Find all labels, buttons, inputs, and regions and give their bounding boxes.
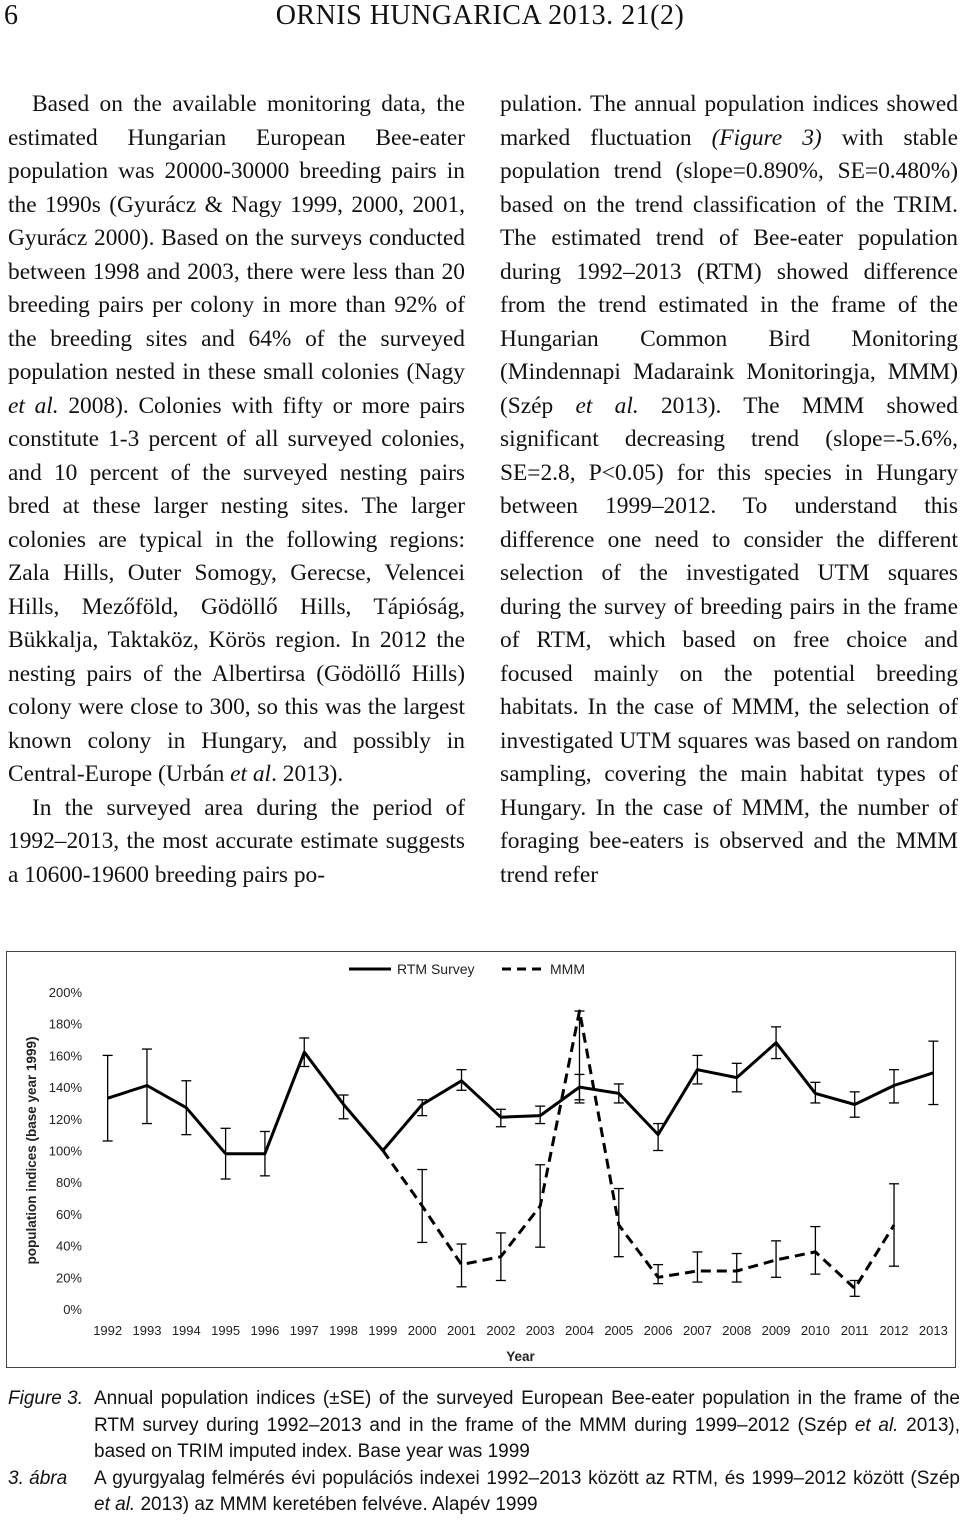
caption-hungarian-label: 3. ábra xyxy=(8,1467,68,1489)
page-number: 6 xyxy=(4,0,18,31)
x-tick-label: 1995 xyxy=(211,1323,241,1338)
caption-english: Figure 3. Annual population indices (±SE) of the surveyed European Bee-eater population in the frame of the RTM survey during 1992–2013 and in the frame of the MMM during 1999–2012 (Szép et al. 2013), based on TRIM imputed index. Base year was 1999 xyxy=(8,1388,960,1462)
x-tick-label: 2011 xyxy=(840,1323,869,1338)
x-tick-label: 2006 xyxy=(643,1323,673,1338)
x-tick-label: 1996 xyxy=(250,1323,280,1338)
figure-3-chart xyxy=(6,951,956,1368)
x-tick-label: 1999 xyxy=(368,1323,398,1338)
x-tick-label: 2007 xyxy=(682,1323,712,1338)
x-tick-label: 2003 xyxy=(525,1323,555,1338)
y-tick-label: 140% xyxy=(48,1080,82,1096)
y-axis-label: population indices (base year 1999) xyxy=(24,1036,39,1265)
legend-label-1: RTM Survey xyxy=(397,961,475,977)
x-tick-label: 2012 xyxy=(879,1323,909,1338)
caption-english-label: Figure 3. xyxy=(8,1388,83,1409)
x-tick-label: 2000 xyxy=(407,1323,437,1338)
left-column xyxy=(8,88,465,892)
x-tick-label: 2002 xyxy=(486,1323,516,1338)
y-tick-label: 200% xyxy=(48,985,82,1000)
y-tick-label: 20% xyxy=(55,1270,82,1286)
legend-label-2: MMM xyxy=(550,961,585,977)
x-axis-label: Year xyxy=(506,1349,535,1364)
y-tick-label: 120% xyxy=(48,1111,82,1127)
chart-svg xyxy=(7,952,955,1367)
right-paragraph: pulation. The annual population indices showed marked fluctuation (Figure 3) with stable population trend (slope=0.890%, SE=0.480%) based on the trend classification of the TRIM. The estimated trend of Bee-eater population during 1992–2013 (RTM) showed difference from the trend estimated in the frame of the Hungarian Common Bird Monitoring (Mindennapi Madaraink Monitoringja, MMM) (Szép et al. 2013). The MMM showed significant decreasing trend (slope=-5.6%, SE=2.8, P<0.05) for this species in Hungary between 1999–2012. To understand this difference one need to consider the different selection of the investigated UTM squares during the survey of breeding pairs in the frame of RTM, which based on free choice and focused mainly on the potential breeding habitats. In the case of MMM, the selection of investigated UTM squares was based on random sampling, covering the main habitat types of Hungary. In the case of MMM, the number of foraging bee-eaters is observed and the MMM trend refer xyxy=(500,91,958,888)
y-tick-label: 100% xyxy=(48,1143,82,1159)
x-tick-label: 2009 xyxy=(761,1323,791,1338)
y-tick-label: 160% xyxy=(48,1048,82,1064)
right-column xyxy=(500,88,958,892)
figure-caption xyxy=(8,1386,960,1519)
page-header xyxy=(0,0,960,40)
x-tick-label: 2004 xyxy=(565,1323,594,1338)
caption-hungarian: 3. ábra A gyurgyalag felmérés évi populációs indexei 1992–2013 között az RTM, és 1999–2012 között (Szép et al. 2013) az MMM keretében felvéve. Alapév 1999 xyxy=(8,1467,960,1515)
journal-title: ORNIS HUNGARICA 2013. 21(2) xyxy=(275,0,685,31)
x-tick-label: 2008 xyxy=(722,1323,752,1338)
x-tick-label: 1994 xyxy=(171,1323,201,1338)
y-tick-label: 60% xyxy=(55,1206,82,1222)
x-tick-label: 2005 xyxy=(604,1323,634,1338)
x-tick-label: 2001 xyxy=(447,1323,476,1338)
y-tick-label: 80% xyxy=(55,1175,82,1191)
y-tick-label: 40% xyxy=(55,1238,82,1254)
x-tick-label: 2010 xyxy=(800,1323,830,1338)
series-line-2 xyxy=(383,1011,894,1288)
left-paragraph-1: Based on the available monitoring data, the estimated Hungarian European Bee-eater population was 20000-30000 breeding pairs in the 1990s (Gyurácz & Nagy 1999, 2000, 2001, Gyurácz 2000). Based on the surveys conducted between 1998 and 2003, there were less than 20 breeding pairs per colony in more than 92% of the breeding sites and 64% of the surveyed population nested in these small colonies (Nagy et al. 2008). Colonies with fifty or more pairs constitute 1-3 percent of all surveyed colonies, and 10 percent of the surveyed nesting pairs bred at these larger nesting sites. The larger colonies are typical in the following regions: Zala Hills, Outer Somogy, Gerecse, Velencei Hills, Mezőföld, Gödöllő Hills, Tápióság, Bükkalja, Taktaköz, Körös region. In 2012 the nesting pairs of the Albertirsa (Gödöllő Hills) colony were close to 300, so this was the largest known colony in Hungary, and possibly in Central-Europe (Urbán et al. 2013). xyxy=(8,91,465,787)
left-paragraph-2: In the surveyed area during the period of 1992–2013, the most accurate estimate suggests a 10600-19600 breeding pairs po- xyxy=(8,794,465,888)
series-line-1 xyxy=(108,1043,934,1154)
y-tick-label: 0% xyxy=(63,1302,82,1317)
x-tick-label: 1997 xyxy=(289,1323,319,1338)
y-tick-label: 180% xyxy=(48,1016,82,1032)
x-tick-label: 1998 xyxy=(329,1323,359,1338)
x-tick-label: 1992 xyxy=(93,1323,123,1338)
x-tick-label: 1993 xyxy=(132,1323,162,1338)
x-tick-label: 2013 xyxy=(918,1323,948,1338)
